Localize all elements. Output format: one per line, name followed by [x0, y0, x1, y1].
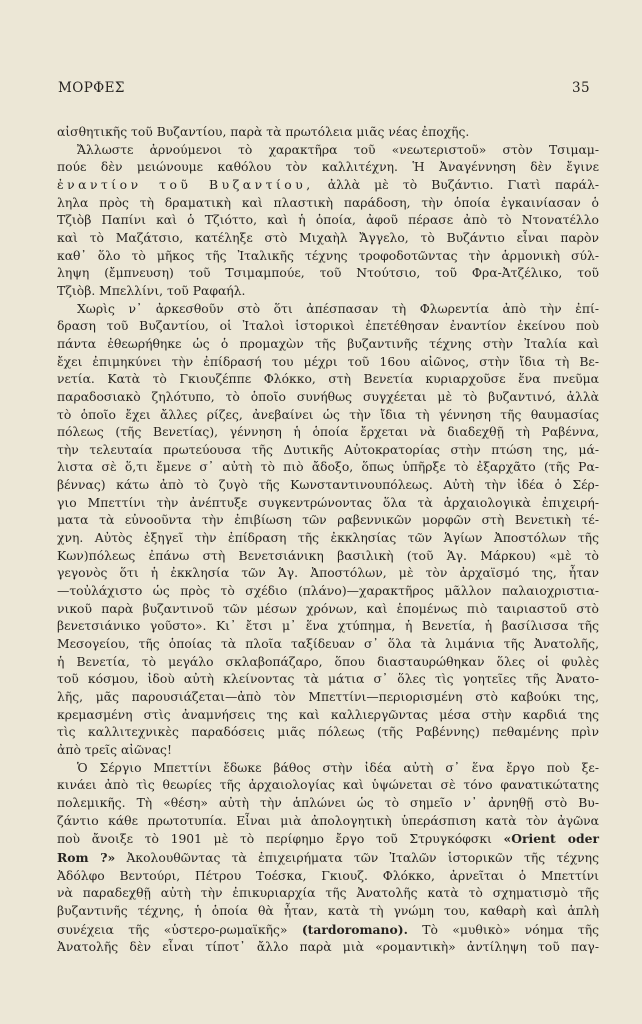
text-line: Ἀδόλφο Βεντούρι, Πέτρου Τοέσκα, Γκιουζ. Φλόκκο, ἀρνεῖται ὁ Μπεττίνι — [57, 868, 599, 883]
text-line: Ἀνατολῆς δὲν εἶναι τίποτ᾽ ἄλλο παρὰ μιὰ «ρομαντικὴ» ἀντίληψη τοῦ παγ- — [57, 940, 599, 955]
text-line: νετία. Κατὰ τὸ Γκιουζέππε Φλόκκο, στὴ Βενετία κυριαρχοῦσε ἕνα πνεῦμα — [57, 372, 599, 387]
text-line: βυζαντινῆς τέχνης, ἡ ὁποία θὰ ἦταν, κατὰ τὴ γνώμη του, καθαρὴ καὶ ἁπλὴ — [57, 903, 599, 918]
text-line: Κων)πόλεως ἐπάνω στὴ Βενετσιάνικη βασιλικὴ (τοῦ Ἁγ. Μάρκου) «μὲ τὸ — [57, 548, 599, 563]
text-line: λιστα σὲ ὅ,τι ἔμενε σ᾽ αὐτὴ τὸ πιὸ ἄδοξο, ὅπως ὑπῆρξε τὸ ἐξαρχᾶτο (τῆς Ρα- — [57, 460, 599, 475]
page-number: 35 — [572, 80, 590, 96]
text-line: ληψη (ἔμπνευση) τοῦ Τσιμαμπούε, τοῦ Ντούτσιο, τοῦ Φρα-Ἀτζέλικο, τοῦ — [57, 266, 599, 281]
text-line: γιο Μπεττίνι τὴν ἀνέπτυξε συγκεντρώνοντας ὅλα τὰ ἀρχαιολογικὰ ἐπιχειρή- — [57, 495, 599, 510]
text-line: Rom ?» Ἀκολουθῶντας τὰ ἐπιχειρήματα τῶν Ἰταλῶν ἱστορικῶν τῆς τέχνης — [57, 849, 599, 865]
text-line: παραδοσιακὸ ζηλότυπο, τὸ ὁποῖο συνήθως συγχέεται μὲ τὸ βυζαντινό, ἀλλὰ — [57, 389, 599, 404]
text-line: συνέχεια τῆς «ὑστερο-ρωμαϊκῆς» (tardoromano). Τὸ «μυθικὸ» νόημα τῆς — [57, 921, 599, 937]
text-line: ματα τὰ εὐνοοῦντα τὴν ἐπιβίωση τῶν ραβεννικῶν μορφῶν στὴ Βενετικὴ τέ- — [57, 513, 599, 528]
text-line: Τζιὸβ Παπίνι καὶ ὁ Τζιόττο, καὶ ἡ ὁποία, ἀφοῦ πέρασε ἀπὸ τὸ Ντονατέλλο — [57, 213, 599, 228]
text-line: ποὺ ἄνοιξε τὸ 1901 μὲ τὸ περίφημο ἔργο τοῦ Στρυγκόφσκι «Orient oder — [57, 831, 599, 847]
text-line: καθ᾽ ὅλο τὸ μῆκος τῆς Ἰταλικῆς τέχνης τροφοδοτῶντας τὴν ἁρμονικὴ σύλ- — [57, 248, 599, 263]
text-line: βενετσιάνικο γοῦστο». Κι᾽ ἔτσι μ᾽ ἕνα χτύπημα, ἡ Βενετία, ἡ βασίλισσα τῆς — [57, 619, 599, 634]
text-line: πόλεως (τῆς Βενετίας), γέννηση ἡ ὁποία ἔρχεται νὰ διαδεχθῇ τὴ Ραβέννα, — [57, 425, 599, 440]
text-line: ἀπὸ τρεῖς αἰῶνας! — [57, 742, 172, 757]
text-line: βέννας) κάτω ἀπὸ τὸ ζυγὸ τῆς Κωνσταντινουπόλεως. Αὐτὴ τὴν ἰδέα ὁ Σέρ- — [57, 478, 599, 493]
body-text — [57, 124, 599, 957]
text-line: ζάντιο κάθε πρωτοτυπία. Εἶναι μιὰ ἀπολογητικὴ ὑπεράσπιση κατὰ τὸν ἀγῶνα — [57, 813, 599, 828]
text-line: δραση τοῦ Βυζαντίου, οἱ Ἰταλοὶ ἱστορικοὶ ἐπετέθησαν ἐναντίον ἐκείνου ποὺ — [57, 319, 599, 334]
text-line: Ὁ Σέργιο Μπεττίνι ἔδωκε βάθος στὴν ἰδέα αὐτὴ σ᾽ ἕνα ἔργο ποὺ ξε- — [77, 760, 599, 775]
text-line: ἡ Βενετία, τὸ μεγάλο σκλαβοπάζαρο, ὅπου διασταυρώθηκαν ὅλες οἱ φυλὲς — [57, 654, 599, 669]
text-line: τοῦ κόσμου, ἰδοὺ αὐτὴ κλείνοντας τὰ μάτια σ᾽ ὅλες τὶς γοητεῖες τῆς Ἀνατο- — [57, 672, 599, 687]
text-line: Ἄλλωστε ἀρνούμενοι τὸ χαρακτῆρα τοῦ «νεωτεριστοῦ» στὸν Τσιμαμ- — [77, 142, 599, 157]
text-line: τὴν τελευταία πρωτεύουσα τῆς Δυτικῆς Αὐτοκρατορίας στὴν πτώση της, μά- — [57, 442, 599, 457]
journal-title: ΜΟΡΦΕΣ — [58, 80, 125, 96]
text-line: λῆς, μᾶς παρουσιάζεται—ἀπὸ τὸν Μπεττίνι—περιορισμένη στὸ καβούκι της, — [57, 690, 599, 704]
text-line: γεγονὸς ὅτι ἡ ἐκκλησία τῶν Ἁγ. Ἀποστόλων, μὲ τὸν ἀρχαϊσμό της, ἦταν — [57, 566, 599, 581]
running-header — [58, 80, 590, 96]
text-line: πολεμικῆς. Τὴ «θέση» αὐτὴ τὴν ἁπλώνει ὡς τὸ σημεῖο ν᾽ ἀρνηθῇ στὸ Βυ- — [57, 795, 599, 810]
text-line: χνη. Αὐτὸς ἐξηγεῖ τὴν ἐπίδραση τῆς ἐκκλησίας τῶν Ἁγίων Ἀποστόλων τῆς — [57, 531, 599, 546]
text-line: ληλα πρὸς τὴ δραματικὴ καὶ πλαστικὴ παράδοση, τὴν ὁποία ἐγκαινίασαν ὁ — [57, 195, 599, 210]
text-line: αἰσθητικῆς τοῦ Βυζαντίου, παρὰ τὰ πρωτόλεια μιᾶς νέας ἐποχῆς. — [57, 125, 470, 139]
text-line: νικοῦ παρὰ βυζαντινοῦ τῶν μέσων χρόνων, καὶ ἑπομένως πιὸ ταιριαστοῦ στὸ — [57, 601, 599, 616]
text-line: τὶς καλλιτεχνικὲς παραδόσεις μιᾶς πόλεως (τῆς Ραβέννης) πεθαμένης πρὶν — [57, 725, 599, 740]
text-line: νὰ παραδεχθῇ αὐτὴ τὴν ἐπικυριαρχία τῆς Ἀνατολῆς κατὰ τὸ σχηματισμὸ τῆς — [57, 886, 599, 901]
text-line: κινάει ἀπὸ τὶς θεωρίες τῆς ἀρχαιολογίας καὶ ὑψώνεται σὲ τόνο φανατικώτατης — [57, 778, 599, 793]
text-line: πούε δὲν μειώνουμε καθόλου τὸν καλλιτέχνη. Ἡ Ἀναγέννηση δὲν ἔγινε — [57, 160, 599, 175]
text-line: ἔχει ἐπιμηκύνει τὴν ἐπίδρασή του μέχρι τοῦ 16ου αἰῶνος, στὴν ἴδια τὴ Βε- — [57, 354, 599, 369]
text-line: Χωρὶς ν᾽ ἀρκεσθοῦν στὸ ὅτι ἀπέσπασαν τὴ Φλωρεντία ἀπὸ τὴν ἐπί- — [77, 301, 599, 316]
text-line: τὸ ὁποῖο ἔχει ἄλλες ρίζες, ἀνεβαίνει ὡς τὴν ἴδια τὴ γέννηση τῆς θαυμασίας — [57, 407, 599, 422]
text-line: καὶ τὸ Μαζάτσιο, κατέληξε στὸ Μιχαὴλ Ἄγγελο, τὸ Βυζάντιο εἶναι παρὸν — [57, 230, 599, 245]
text-line: ἐναντίον τοῦ Βυζαντίου, ἀλλὰ μὲ τὸ Βυζάντιο. Γιατὶ παράλ- — [57, 177, 599, 192]
text-line: Τζιὸβ. Μπελλίνι, τοῦ Ραφαήλ. — [57, 283, 246, 298]
text-line: κρεμασμένη στὶς ἀναμνήσεις της καὶ καλλιεργῶντας μέσα στὴν καρδιά της — [57, 707, 599, 722]
text-line: Μεσογείου, τῆς ὁποίας τὰ πλοῖα ταξίδευαν σ᾽ ὅλα τὰ λιμάνια τῆς Ἀνατολῆς, — [57, 637, 599, 652]
text-line: —τοὐλάχιστο ὡς πρὸς τὸ σχέδιο (πλάνο)—χαρακτῆρος μᾶλλον παλαιοχριστια- — [57, 584, 599, 599]
text-line: πάντα ἐθεωρήθηκε ὡς ὁ προμαχὼν τῆς βυζαντινῆς τέχνης στὴν Ἰταλία καὶ — [57, 336, 599, 351]
